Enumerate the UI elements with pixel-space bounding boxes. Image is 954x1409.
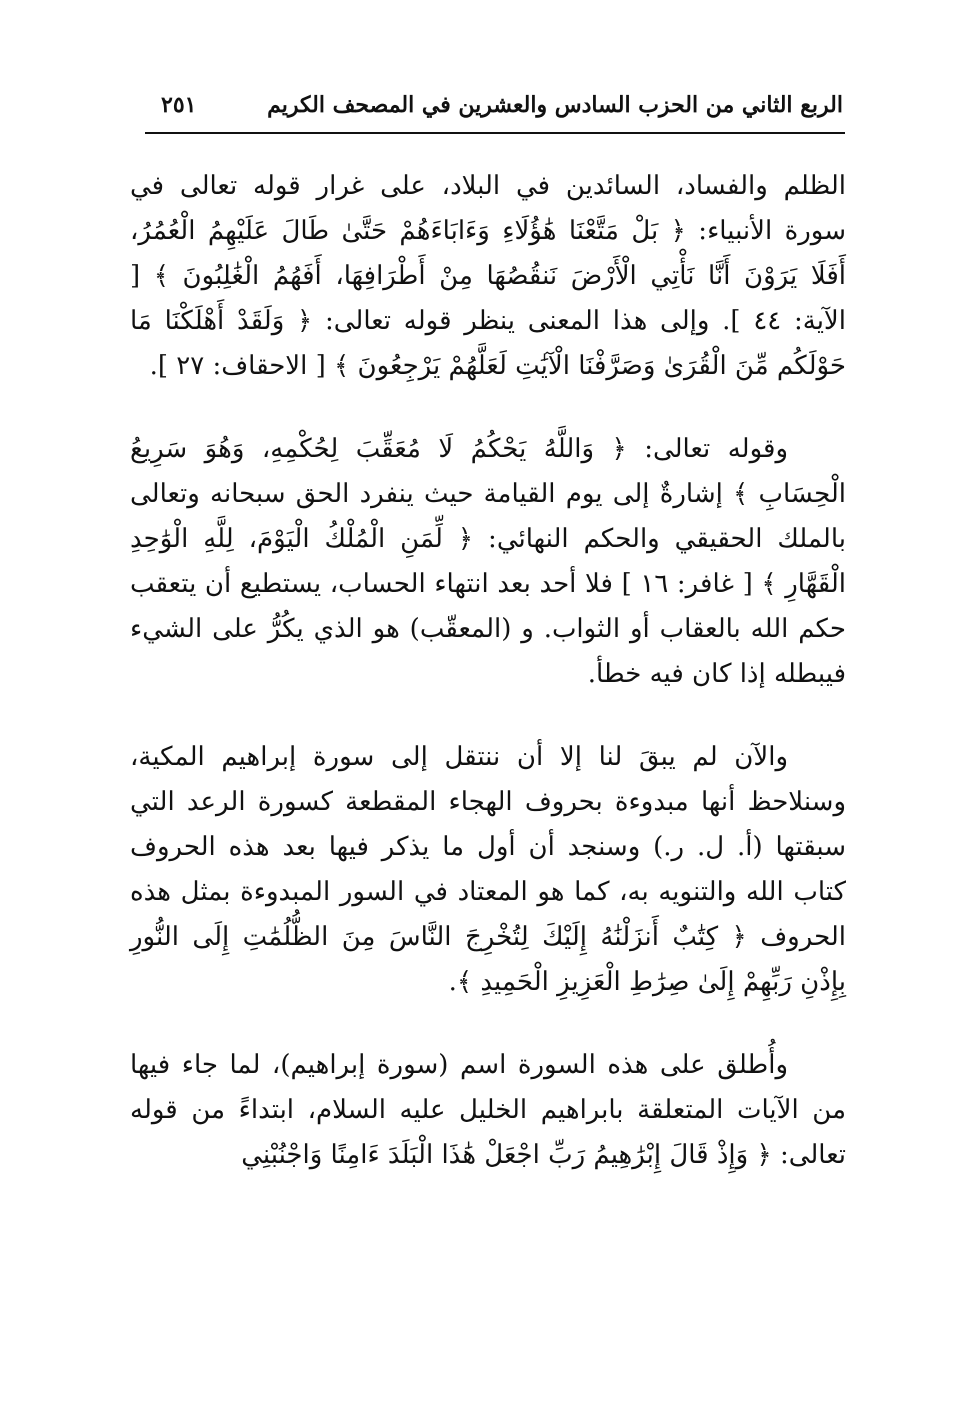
body-text — [130, 164, 846, 1178]
page-number: ٢٥١ — [161, 92, 197, 118]
running-header — [145, 88, 845, 134]
paragraph-3: والآن لم يبقَ لنا إلا أن ننتقل إلى سورة إبراهيم المكية، وسنلاحظ أنها مبدوءة بحروف الهجاء المقطعة كسورة الرعد التي سبقتها (أ. ل. ر.) وسنجد أن أول ما يذكر فيها بعد هذه الحروف كتاب الله والتنويه به، كما هو المعتاد في السور المبدوءة بمثل هذه الحروف ﴿ كِتَٰبٌ أَنزَلْنَٰهُ إِلَيْكَ لِتُخْرِجَ النَّاسَ مِنَ الظُّلُمَٰتِ إِلَى النُّورِ بِإِذْنِ رَبِّهِمْ إِلَىٰ صِرَٰطِ الْعَزِيزِ الْحَمِيدِ ﴾. — [130, 742, 846, 997]
paragraph-2: وقوله تعالى: ﴿ وَاللَّهُ يَحْكُمُ لَا مُعَقِّبَ لِحُكْمِهِ، وَهُوَ سَرِيعُ الْحِسَابِ ﴾ إشارةٌ إلى يوم القيامة حيث ينفرد الحق سبحانه وتعالى بالملك الحقيقي والحكم النهائي: ﴿ لِّمَنِ الْمُلْكُ الْيَوْمَ، لِلَّهِ الْوَٰحِدِ الْقَهَّارِ ﴾ [ غافر: ١٦ ] فلا أحد بعد انتهاء الحساب، يستطيع أن يتعقب حكم الله بالعقاب أو الثواب. و (المعقّب) هو الذي يكُرُّ على الشيء فيبطله إذا كان فيه خطأ. — [130, 434, 846, 689]
paragraph-1: الظلم والفساد، السائدين في البلاد، على غرار قوله تعالى في سورة الأنبياء: ﴿ بَلْ مَتَّعْنَا هَٰؤُلَاءِ وَءَابَاءَهُمْ حَتَّىٰ طَالَ عَلَيْهِمُ الْعُمُرُ، أَفَلَا يَرَوْنَ أَنَّا نَأْتِي الْأَرْضَ نَنقُصُهَا مِنْ أَطْرَافِهَا، أَفَهُمُ الْغَٰلِبُونَ ﴾ [ الآية: ٤٤ ]. وإلى هذا المعنى ينظر قوله تعالى: ﴿ وَلَقَدْ أَهْلَكْنَا مَا حَوْلَكُم مِّنَ الْقُرَىٰ وَصَرَّفْنَا الْآيَٰتِ لَعَلَّهُمْ يَرْجِعُونَ ﴾ [ الاحقاف: ٢٧ ]. — [130, 171, 846, 381]
paragraph-4: وأُطلق على هذه السورة اسم (سورة إبراهيم)، لما جاء فيها من الآيات المتعلقة بابراهيم الخليل عليه السلام، ابتداءً من قوله تعالى: ﴿ وَإِذْ قَالَ إِبْرَٰهِيمُ رَبِّ اجْعَلْ هَٰذَا الْبَلَدَ ءَامِنًا وَاجْنُبْنِي — [130, 1050, 846, 1170]
header-title: الربع الثاني من الحزب السادس والعشرين في المصحف الكريم — [267, 92, 843, 118]
